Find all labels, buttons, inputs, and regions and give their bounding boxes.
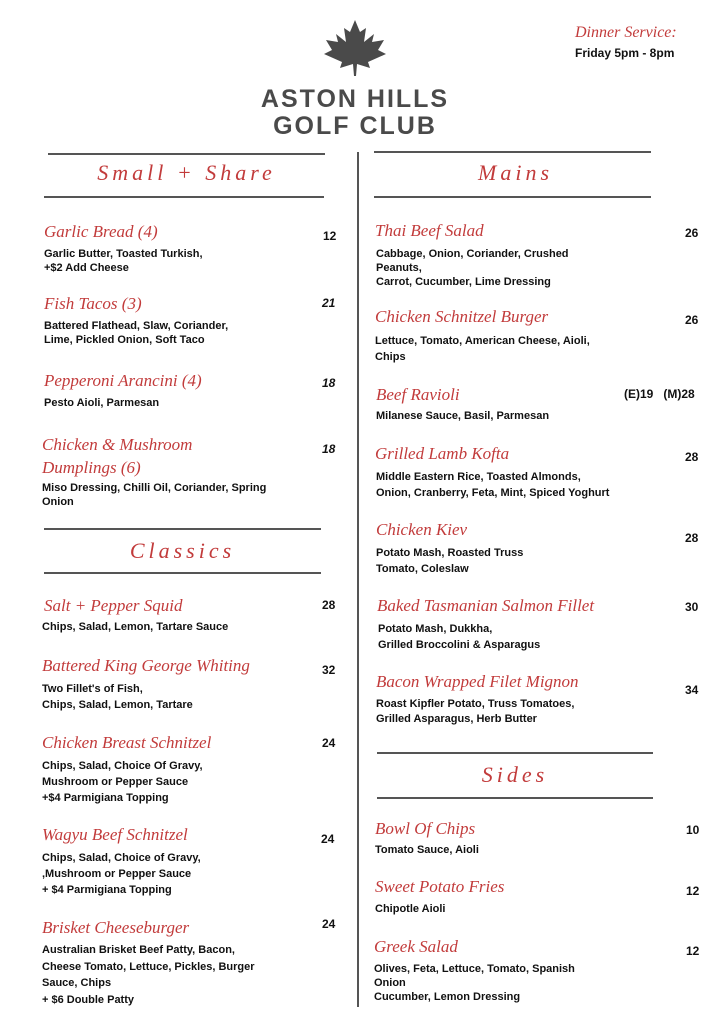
section-rule <box>44 196 324 198</box>
menu-item-desc: Chipotle Aioli <box>375 903 446 915</box>
section-rule <box>48 153 325 155</box>
menu-item-price: 18 <box>322 376 336 390</box>
menu-item-price: 28 <box>322 598 336 612</box>
section-title-classics: Classics <box>129 538 236 563</box>
menu-item-name: Pepperoni Arancini (4) <box>44 371 202 390</box>
section-rule <box>44 572 321 574</box>
menu-item-desc: Chips, Salad, Choice Of Gravy, Mushroom or Pepper Sauce +$4 Parmigiana Topping <box>42 760 203 804</box>
service-hours: Friday 5pm - 8pm <box>575 46 675 60</box>
service-label: Dinner Service: <box>575 24 677 41</box>
menu-item-desc: Cabbage, Onion, Coriander, Crushed Peanuts, Carrot, Cucumber, Lime Dressing <box>376 248 569 288</box>
menu-item-name: Baked Tasmanian Salmon Fillet <box>377 596 595 615</box>
menu-item-name: Bacon Wrapped Filet Mignon <box>376 672 579 691</box>
menu-item-desc: Lettuce, Tomato, American Cheese, Aioli, Chips <box>375 335 590 363</box>
menu-item-name: Chicken & Mushroom Dumplings (6) <box>42 435 193 477</box>
menu-item-price: 30 <box>685 600 699 614</box>
menu-item-name: Brisket Cheeseburger <box>42 918 190 937</box>
menu-item-price: 21 <box>322 296 336 310</box>
menu-item-price: 28 <box>685 450 699 464</box>
section-rule <box>374 151 651 153</box>
menu-item-name: Beef Ravioli <box>376 385 460 404</box>
menu-item-desc: Chips, Salad, Choice of Gravy, ,Mushroom or Pepper Sauce + $4 Parmigiana Topping <box>42 852 201 896</box>
menu-item-desc: Pesto Aioli, Parmesan <box>44 397 160 409</box>
menu-item-desc: Roast Kipfler Potato, Truss Tomatoes, Grilled Asparagus, Herb Butter <box>376 698 575 725</box>
menu-item-price: (E)19 (M)28 <box>624 387 695 401</box>
menu-item-name: Greek Salad <box>374 937 458 956</box>
menu-item-desc: Tomato Sauce, Aioli <box>375 844 479 856</box>
menu-item-desc: Two Fillet's of Fish, Chips, Salad, Lemon, Tartare <box>42 683 193 711</box>
menu-item-name: Garlic Bread (4) <box>44 222 158 241</box>
brand-line-2: GOLF CLUB <box>273 112 437 140</box>
menu-item-desc: Potato Mash, Dukkha, Grilled Broccolini & Asparagus <box>378 623 541 651</box>
club-logo <box>220 18 490 143</box>
section-title-small-share: Small + Share <box>97 160 276 185</box>
menu-item-price: 12 <box>323 229 337 243</box>
menu-item-desc: Australian Brisket Beef Patty, Bacon, Cheese Tomato, Lettuce, Pickles, Burger Sauce, Chips + $6 Double Patty <box>42 944 255 1006</box>
menu-item-name: Thai Beef Salad <box>375 221 484 240</box>
menu-item-name: Chicken Breast Schnitzel <box>42 733 212 752</box>
menu-item-price: 26 <box>685 313 699 327</box>
section-title-sides: Sides <box>481 762 549 787</box>
menu-item-desc: Garlic Butter, Toasted Turkish, +$2 Add Cheese <box>44 248 203 274</box>
menu-item-desc: Olives, Feta, Lettuce, Tomato, Spanish Onion Cucumber, Lemon Dressing <box>374 963 575 1003</box>
menu-item-price: 28 <box>685 531 699 545</box>
menu-item-price: 32 <box>322 663 336 677</box>
menu-item-name: Wagyu Beef Schnitzel <box>42 825 188 844</box>
menu-item-name: Fish Tacos (3) <box>44 294 142 313</box>
section-title-mains: Mains <box>478 160 553 185</box>
menu-item-desc: Miso Dressing, Chilli Oil, Coriander, Spring Onion <box>42 482 267 508</box>
menu-item-desc: Middle Eastern Rice, Toasted Almonds, Onion, Cranberry, Feta, Mint, Spiced Yoghurt <box>376 471 610 499</box>
menu-item-name: Salt + Pepper Squid <box>44 596 183 615</box>
section-rule <box>377 797 653 799</box>
section-rule <box>377 752 653 754</box>
menu-item-desc: Chips, Salad, Lemon, Tartare Sauce <box>42 621 229 633</box>
menu-item-price: 10 <box>686 823 700 837</box>
menu-item-price: 26 <box>685 226 699 240</box>
menu-item-price: 12 <box>686 884 700 898</box>
section-rule <box>374 196 651 198</box>
menu-item-name: Chicken Schnitzel Burger <box>375 307 549 326</box>
menu-item-price: 24 <box>321 832 335 846</box>
menu-item-price: 24 <box>322 917 336 931</box>
menu-item-price: 18 <box>322 442 336 456</box>
menu-item-price: 12 <box>686 944 700 958</box>
section-rule <box>44 528 321 530</box>
menu-item-name: Chicken Kiev <box>376 520 468 539</box>
menu-item-desc: Milanese Sauce, Basil, Parmesan <box>376 410 550 422</box>
menu-item-name: Battered King George Whiting <box>42 656 250 675</box>
menu-item-name: Grilled Lamb Kofta <box>375 444 510 463</box>
menu-item-price: 24 <box>322 736 336 750</box>
brand-line-1: ASTON HILLS <box>260 85 450 113</box>
menu-item-name: Bowl Of Chips <box>375 819 476 838</box>
column-divider <box>357 152 359 1007</box>
menu-item-price: 34 <box>685 683 699 697</box>
maple-leaf-icon <box>320 18 390 78</box>
menu-item-desc: Battered Flathead, Slaw, Coriander, Lime, Pickled Onion, Soft Taco <box>44 320 229 346</box>
menu-item-name: Sweet Potato Fries <box>375 877 505 896</box>
menu-item-desc: Potato Mash, Roasted Truss Tomato, Coleslaw <box>376 547 524 575</box>
